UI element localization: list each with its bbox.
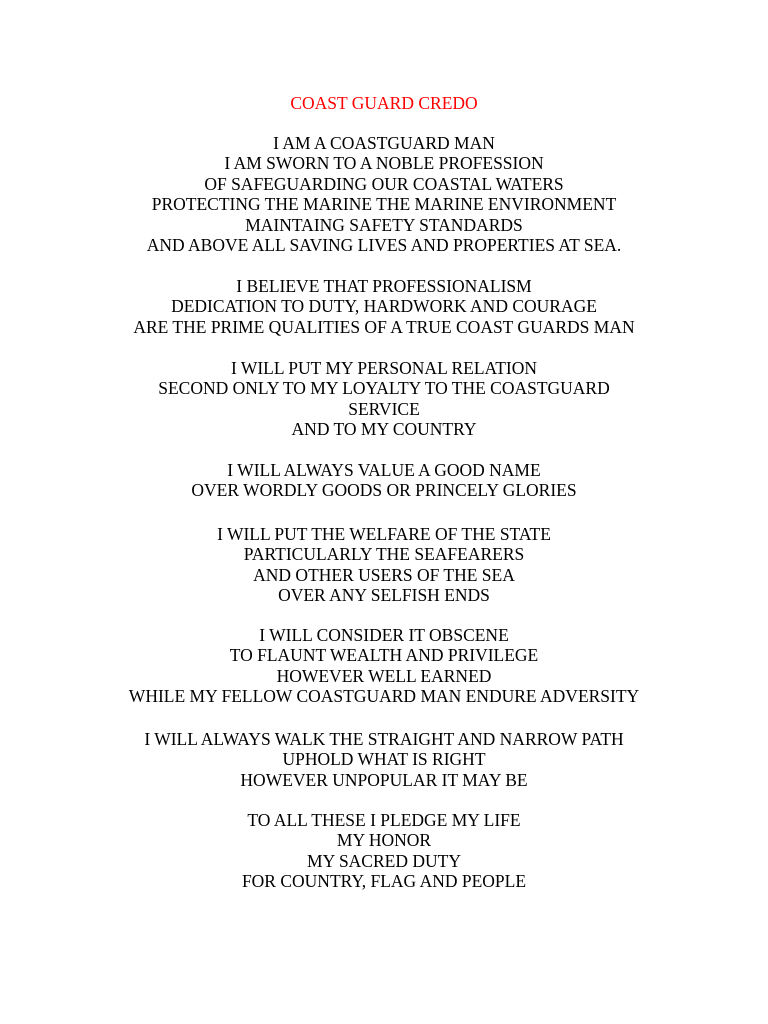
credo-line: I AM A COASTGUARD MAN bbox=[273, 133, 495, 153]
credo-line: FOR COUNTRY, FLAG AND PEOPLE bbox=[241, 871, 527, 892]
credo-line: SERVICE bbox=[348, 398, 420, 419]
credo-line: OVER WORDLY GOODS OR PRINCELY GLORIES bbox=[191, 480, 577, 501]
credo-line: MY HONOR bbox=[336, 830, 432, 851]
credo-line: I WILL ALWAYS VALUE A GOOD NAME bbox=[227, 460, 541, 480]
credo-line: AND TO MY COUNTRY bbox=[291, 419, 477, 440]
credo-line: HOWEVER UNPOPULAR IT MAY BE bbox=[240, 769, 528, 790]
credo-line: UPHOLD WHAT IS RIGHT bbox=[282, 749, 486, 770]
credo-line: AND OTHER USERS OF THE SEA bbox=[253, 564, 515, 585]
credo-line: I AM SWORN TO A NOBLE PROFESSION bbox=[224, 153, 544, 174]
credo-line: DEDICATION TO DUTY, HARDWORK AND COURAGE bbox=[171, 296, 597, 317]
credo-line: I BELIEVE THAT PROFESSIONALISM bbox=[236, 276, 532, 296]
credo-line: TO FLAUNT WEALTH AND PRIVILEGE bbox=[229, 645, 539, 666]
credo-line: SECOND ONLY TO MY LOYALTY TO THE COASTGUARD bbox=[158, 378, 610, 399]
credo-line: I WILL CONSIDER IT OBSCENE bbox=[259, 625, 509, 645]
credo-line: OF SAFEGUARDING OUR COASTAL WATERS bbox=[204, 173, 564, 194]
credo-line: ARE THE PRIME QUALITIES OF A TRUE COAST GUARDS MAN bbox=[133, 316, 635, 337]
stanza-5 bbox=[0, 524, 768, 606]
credo-line: AND ABOVE ALL SAVING LIVES AND PROPERTIES AT SEA. bbox=[146, 234, 622, 255]
document-title: COAST GUARD CREDO bbox=[290, 93, 478, 113]
stanza-8 bbox=[0, 810, 768, 892]
credo-line: I WILL PUT MY PERSONAL RELATION bbox=[230, 358, 538, 378]
stanza-1 bbox=[0, 133, 768, 255]
stanza-6 bbox=[0, 625, 768, 707]
stanza-4 bbox=[0, 460, 768, 501]
credo-line: WHILE MY FELLOW COASTGUARD MAN ENDURE ADVERSITY bbox=[128, 686, 640, 707]
stanza-2 bbox=[0, 276, 768, 337]
credo-line: MAINTAING SAFETY STANDARDS bbox=[245, 214, 523, 235]
stanza-7 bbox=[0, 729, 768, 790]
stanza-3 bbox=[0, 358, 768, 440]
credo-line: TO ALL THESE I PLEDGE MY LIFE bbox=[247, 810, 521, 830]
credo-line: OVER ANY SELFISH ENDS bbox=[278, 585, 490, 606]
credo-line: PARTICULARLY THE SEAFEARERS bbox=[243, 544, 525, 565]
credo-line: I WILL ALWAYS WALK THE STRAIGHT AND NARROW PATH bbox=[144, 729, 624, 749]
credo-line: HOWEVER WELL EARNED bbox=[276, 665, 492, 686]
credo-line: I WILL PUT THE WELFARE OF THE STATE bbox=[217, 524, 551, 544]
credo-line: MY SACRED DUTY bbox=[307, 850, 461, 871]
credo-line: PROTECTING THE MARINE THE MARINE ENVIRONMENT bbox=[151, 194, 617, 215]
